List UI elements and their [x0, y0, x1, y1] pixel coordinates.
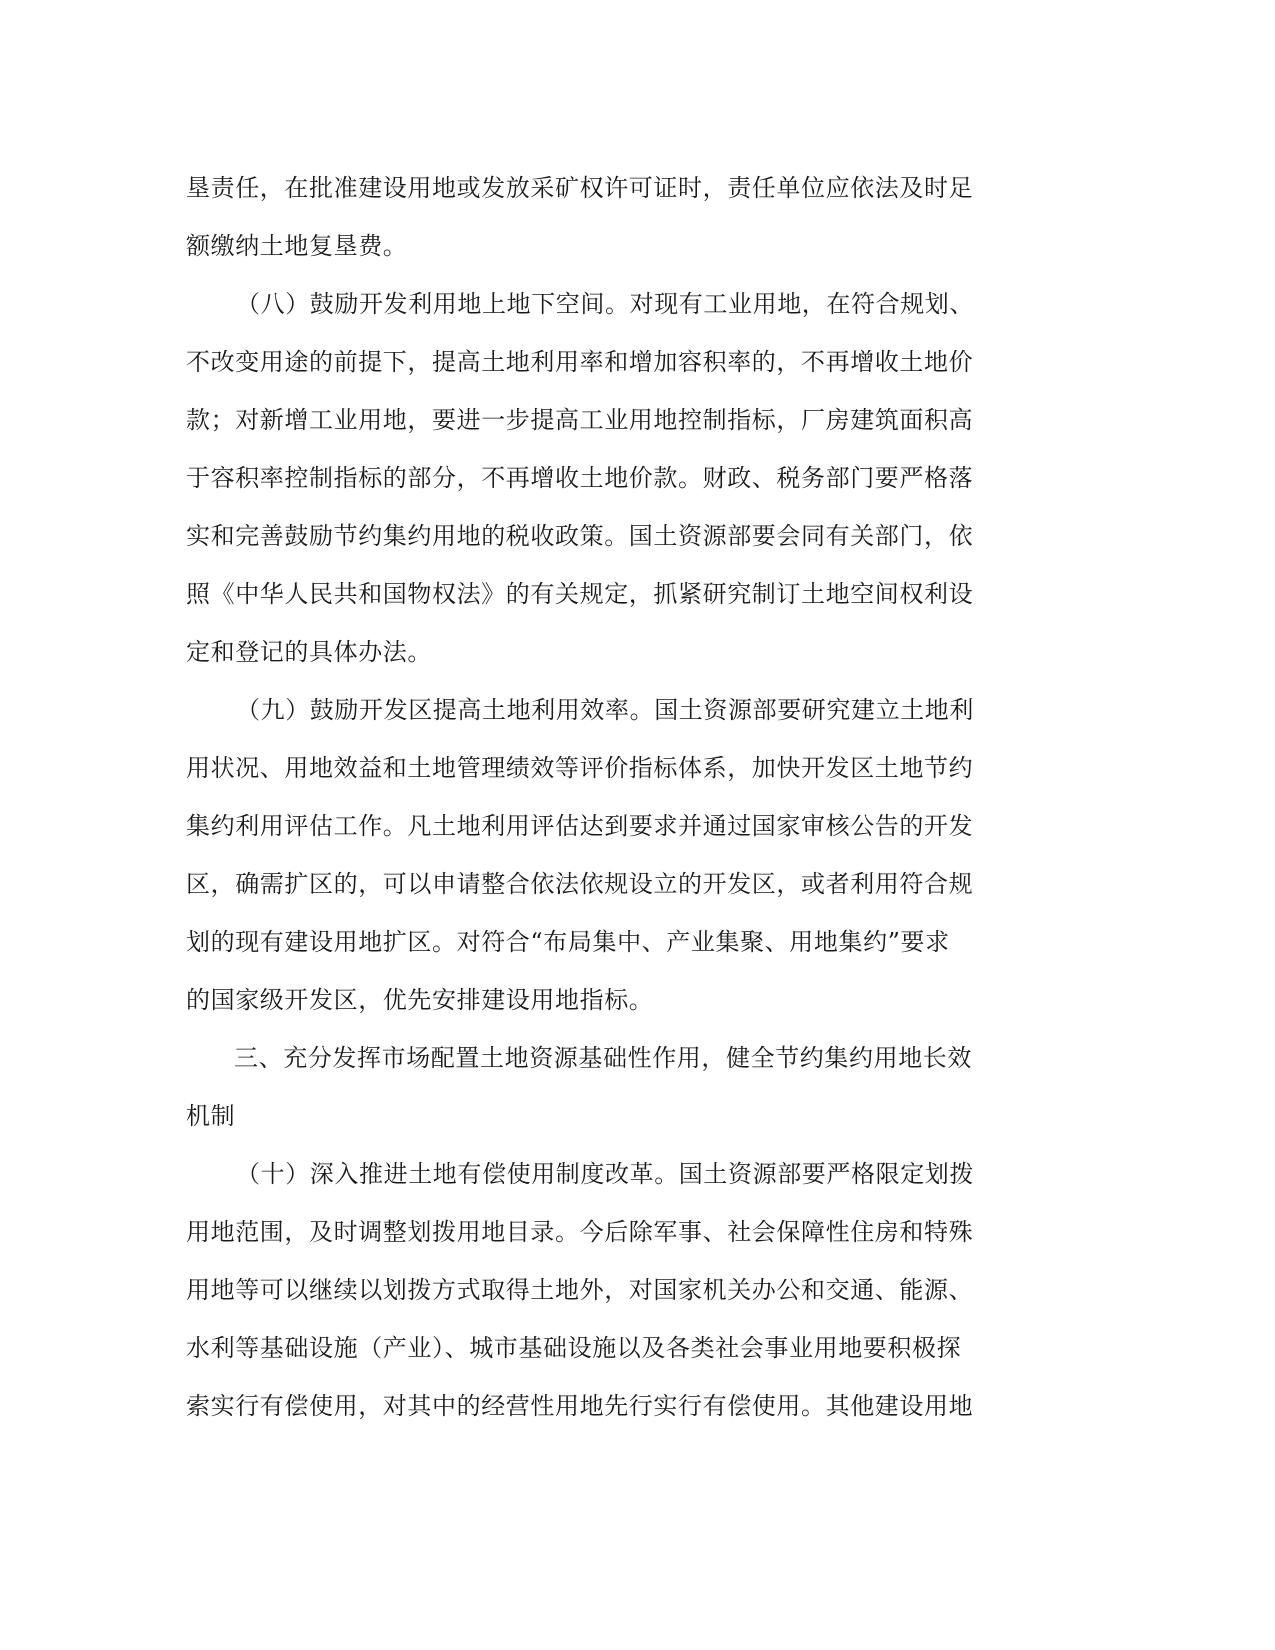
text-line: 定和登记的具体办法。 — [186, 638, 432, 666]
text-line: 用地等可以继续以划拨方式取得土地外，对国家机关办公和交通、能源、 — [186, 1276, 974, 1304]
text-line: 水利等基础设施（产业）、城市基础设施以及各类社会事业用地要积极探 — [186, 1334, 962, 1362]
section-heading-3-cont: 机制 — [186, 1102, 236, 1130]
text-line: 区，确需扩区的，可以申请整合依法依规设立的开发区，或者利用符合规 — [186, 870, 974, 898]
text-line: 集约利用评估工作。凡土地利用评估达到要求并通过国家审核公告的开发 — [186, 812, 974, 840]
text-line: 实和完善鼓励节约集约用地的税收政策。国土资源部要会同有关部门，依 — [186, 522, 974, 550]
section-heading-3: 三、充分发挥市场配置土地资源基础性作用，健全节约集约用地长效 — [234, 1044, 972, 1072]
paragraph-heading-8: （八）鼓励开发利用地上地下空间。对现有工业用地，在符合规划、 — [236, 290, 974, 318]
text-line: 于容积率控制指标的部分，不再增收土地价款。财政、税务部门要严格落 — [186, 464, 974, 492]
text-line: 索实行有偿使用，对其中的经营性用地先行实行有偿使用。其他建设用地 — [186, 1392, 974, 1420]
text-line: 的国家级开发区，优先安排建设用地指标。 — [186, 986, 654, 1014]
paragraph-heading-9: （九）鼓励开发区提高土地利用效率。国土资源部要研究建立土地利 — [236, 696, 974, 724]
text-line: 用状况、用地效益和土地管理绩效等评价指标体系，加快开发区土地节约 — [186, 754, 974, 782]
text-line: 不改变用途的前提下，提高土地利用率和增加容积率的，不再增收土地价 — [186, 348, 974, 376]
paragraph-heading-10: （十）深入推进土地有偿使用制度改革。国土资源部要严格限定划拨 — [236, 1160, 974, 1188]
text-line: 划的现有建设用地扩区。对符合“布局集中、产业集聚、用地集约”要求 — [186, 928, 950, 956]
text-line: 款；对新增工业用地，要进一步提高工业用地控制指标，厂房建筑面积高 — [186, 406, 974, 434]
text-line: 用地范围，及时调整划拨用地目录。今后除军事、社会保障性住房和特殊 — [186, 1218, 974, 1246]
text-line: 额缴纳土地复垦费。 — [186, 232, 408, 260]
text-line: 照《中华人民共和国物权法》的有关规定，抓紧研究制订土地空间权利设 — [186, 580, 974, 608]
text-line: 垦责任，在批准建设用地或发放采矿权许可证时，责任单位应依法及时足 — [186, 174, 974, 202]
